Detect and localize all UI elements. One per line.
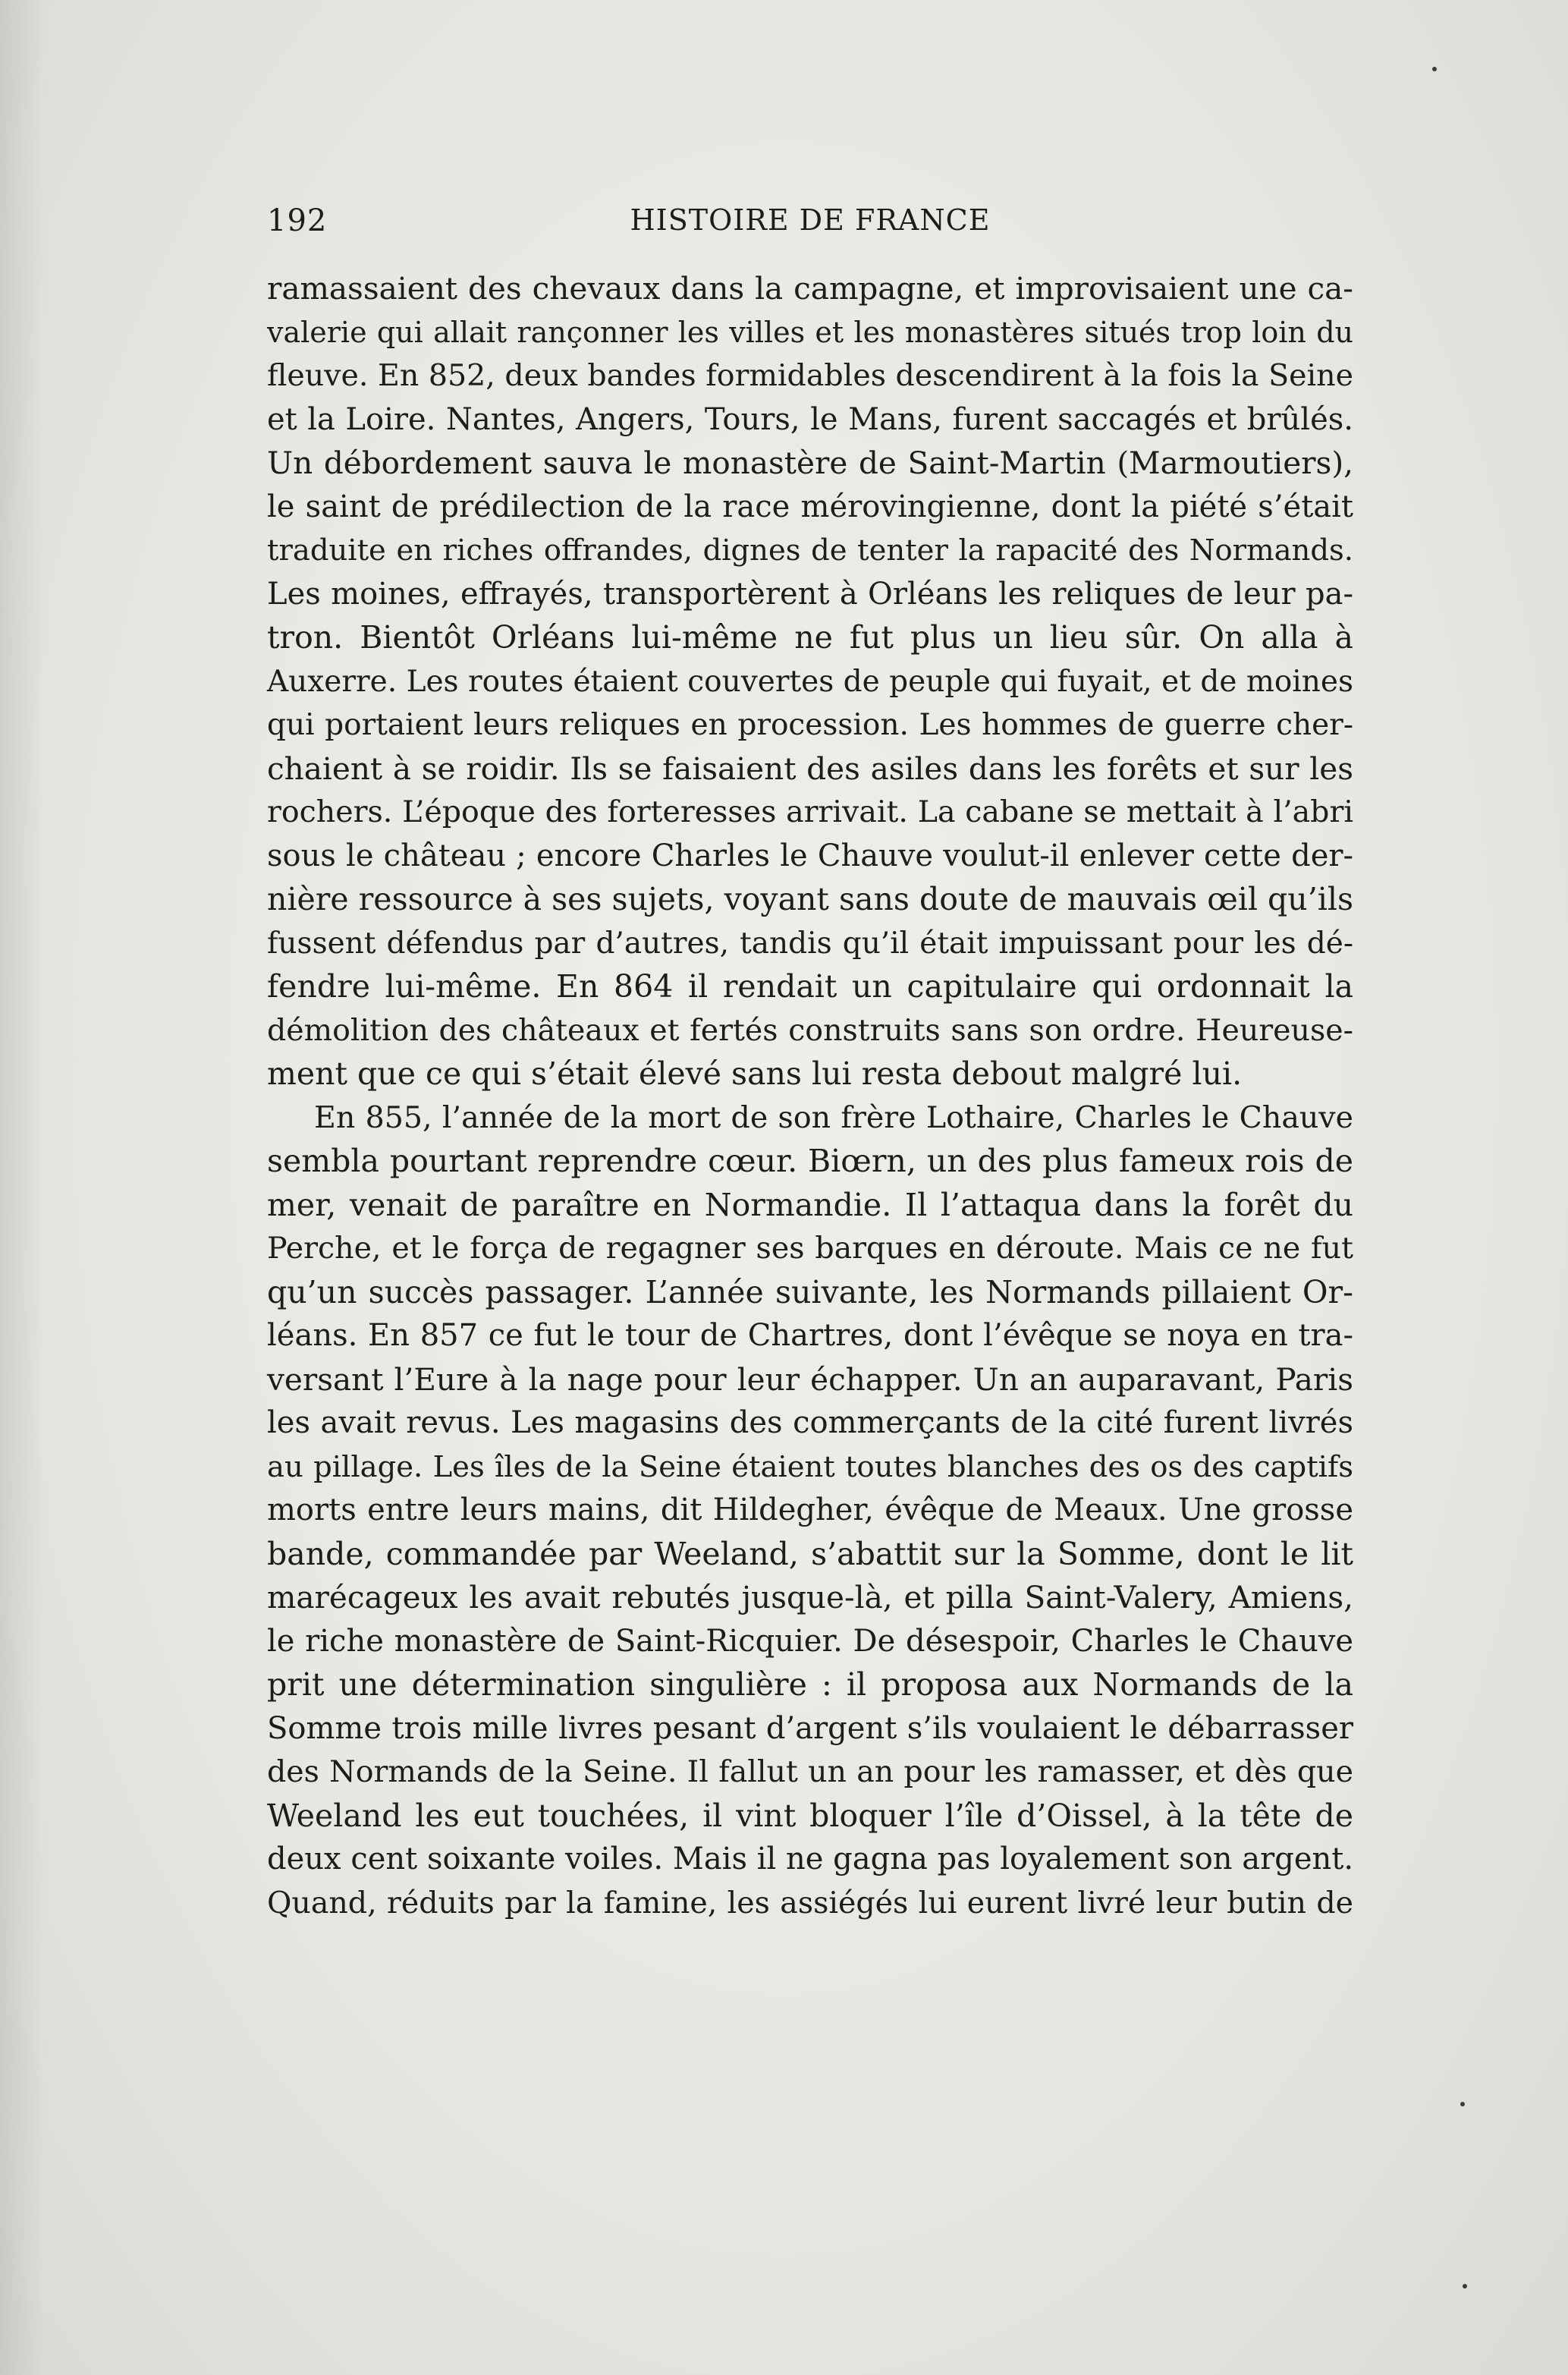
text-line: chaient à se roidir. Ils se faisaient des asiles dans les forêts et sur les [267,750,1353,787]
text-line: bande, commandée par Weeland, s’abattit sur la Somme, dont le lit [267,1535,1353,1572]
text-line: En 855, l’année de la mort de son frère Lothaire, Charles le Chauve [314,1099,1353,1135]
page-edge-shadow [0,0,46,2375]
text-line: mer, venait de paraître en Normandie. Il l’attaqua dans la forêt du [267,1186,1353,1223]
text-line: qu’un succès passager. L’année suivante, les Normands pillaient Or- [267,1273,1353,1310]
text-line: ment que ce qui s’était élevé sans lui resta debout malgré lui. [267,1055,1243,1092]
text-line: versant l’Eure à la nage pour leur échapper. Un an auparavant, Paris [267,1361,1353,1398]
text-line: Auxerre. Les routes étaient couvertes de peuple qui fuyait, et de moines [267,664,1353,699]
text-line: Somme trois mille livres pesant d’argent s’ils voulaient le débarrasser [267,1710,1353,1746]
text-line: morts entre leurs mains, dit Hildegher, évêque de Meaux. Une grosse [267,1493,1353,1527]
text-line: Les moines, effrayés, transportèrent à Orléans les reliques de leur pa- [267,576,1353,612]
text-line: sembla pourtant reprendre cœur. Biœrn, un des plus fameux rois de [267,1143,1353,1179]
text-line: les avait revus. Les magasins des commerçants de la cité furent livrés [267,1405,1353,1440]
text-line: léans. En 857 ce fut le tour de Chartres, dont l’évêque se noya en tra- [267,1318,1353,1353]
text-line: Un débordement sauva le monastère de Saint-Martin (Marmoutiers), [267,445,1353,481]
dust-speck [1460,2102,1465,2106]
text-line: fussent défendus par d’autres, tandis qu’il était impuissant pour les dé- [267,926,1353,961]
text-line: prit une détermination singulière : il proposa aux Normands de la [267,1666,1353,1703]
body-text [267,267,1353,1925]
text-line: le riche monastère de Saint-Ricquier. De désespoir, Charles le Chauve [267,1623,1353,1659]
text-line: traduite en riches offrandes, dignes de tenter la rapacité des Normands. [267,533,1353,568]
text-line: tron. Bientôt Orléans lui-même ne fut plus un lieu sûr. On alla à [267,619,1353,656]
dust-speck [1432,67,1437,71]
text-line: au pillage. Les îles de la Seine étaient toutes blanches des os des captifs [267,1449,1353,1484]
text-line: Weeland les eut touchées, il vint bloquer l’île d’Oissel, à la tête de [267,1797,1353,1834]
text-line: fleuve. En 852, deux bandes formidables descendirent à la fois la Seine [267,358,1353,393]
text-line: sous le château ; encore Charles le Chauve voulut-il enlever cette der- [267,838,1353,873]
text-line: valerie qui allait rançonner les villes et les monastères situés trop loin du [267,315,1353,349]
text-line: Quand, réduits par la famine, les assiégés lui eurent livré leur butin de [267,1885,1353,1920]
page-header [267,203,1353,249]
text-line: qui portaient leurs reliques en procession. Les hommes de guerre cher- [267,708,1353,742]
text-line: deux cent soixante voiles. Mais il ne gagna pas loyalement son argent. [267,1842,1354,1876]
text-line: démolition des châteaux et fertés construits sans son ordre. Heureuse- [267,1012,1353,1048]
dust-speck [1463,2284,1467,2288]
text-line: fendre lui-même. En 864 il rendait un capitulaire qui ordonnait la [267,968,1353,1005]
text-line: le saint de prédilection de la race mérovingienne, dont la piété s’était [267,489,1353,524]
text-line: des Normands de la Seine. Il fallut un an pour les ramasser, et dès que [267,1754,1353,1789]
text-line: Perche, et le força de regagner ses barques en déroute. Mais ce ne fut [267,1231,1353,1266]
running-title: HISTOIRE DE FRANCE [630,203,991,237]
page-number: 192 [267,203,328,238]
text-line: rochers. L’époque des forteresses arrivait. La cabane se mettait à l’abri [267,794,1353,829]
text-line: nière ressource à ses sujets, voyant sans doute de mauvais œil qu’ils [267,881,1353,917]
text-line: et la Loire. Nantes, Angers, Tours, le Mans, furent saccagés et brûlés. [267,401,1353,437]
text-line: ramassaient des chevaux dans la campagne, et improvisaient une ca- [267,270,1353,307]
text-line: marécageux les avait rebutés jusque-là, et pilla Saint-Valery, Amiens, [267,1579,1353,1615]
